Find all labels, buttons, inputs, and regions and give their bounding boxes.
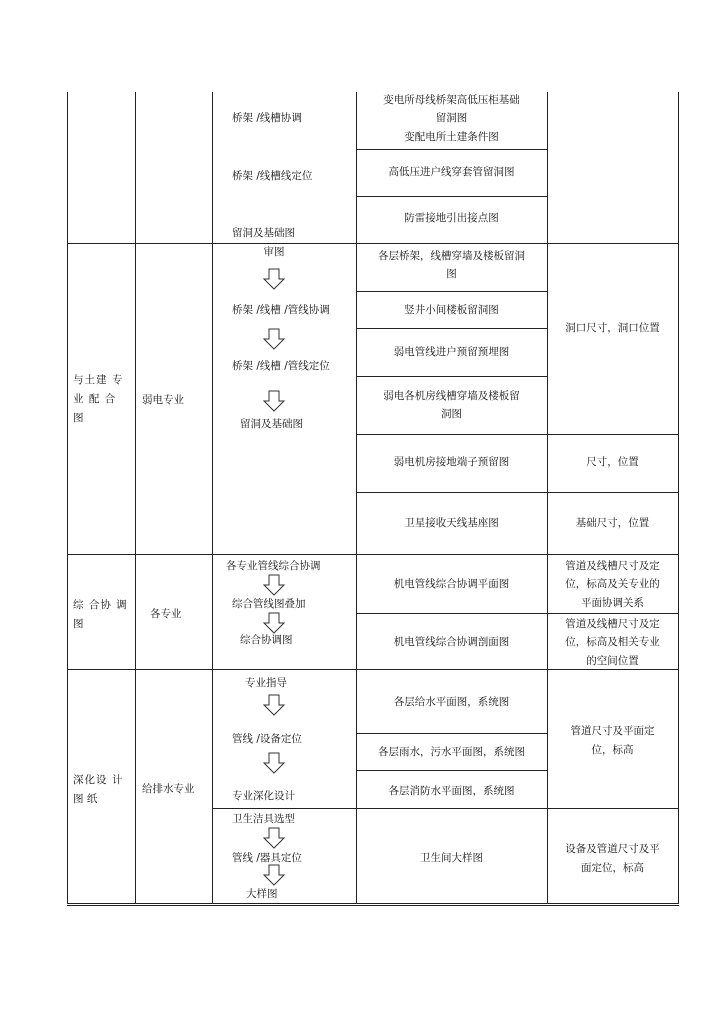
down-arrow-icon <box>262 612 286 634</box>
down-arrow-icon <box>262 268 286 290</box>
drawing-name: 机电管线综合协调剖面图 <box>393 636 510 648</box>
category-label: 与土建 专 <box>73 374 124 386</box>
flow-step: 卫生洁具选型 <box>232 813 295 825</box>
category-label: 深化设 计 <box>73 774 124 786</box>
category-label: 图 纸 <box>73 793 98 805</box>
drawing-name: 图 <box>446 268 457 280</box>
category-label: 业 配 合 <box>73 393 117 405</box>
drawing-name: 卫星接收天线基座图 <box>404 517 499 529</box>
drawing-name: 卫生间大样图 <box>420 852 483 864</box>
note-text: 管道及线槽尺寸及定 <box>565 560 660 572</box>
flow-step: 管线 /设备定位 <box>232 733 302 745</box>
note-text: 面定位，标高 <box>581 862 644 874</box>
flow-step: 各专业管线综合协调 <box>226 560 321 572</box>
drawing-name: 高低压进户线穿套管留洞图 <box>388 166 515 178</box>
drawing-name: 留洞图 <box>435 112 468 124</box>
drawing-name: 竖井小间楼板留洞图 <box>404 304 499 316</box>
flow-step: 大样图 <box>246 888 278 900</box>
note-text: 位，标高及相关专业 <box>565 636 660 648</box>
flow-step: 专业指导 <box>245 677 287 689</box>
drawing-name: 机电管线综合协调平面图 <box>393 578 510 590</box>
note-text: 基础尺寸，位置 <box>575 517 650 529</box>
note-text: 尺寸，位置 <box>586 456 639 468</box>
drawing-name: 弱电各机房线槽穿墙及楼板留 <box>383 390 520 402</box>
flow-step: 桥架 /线槽协调 <box>232 112 302 124</box>
drawing-name: 各层雨水，污水平面图，系统图 <box>378 746 525 758</box>
note-text: 位，标高及关专业的 <box>565 578 660 590</box>
note-text: 设备及管道尺寸及平 <box>565 843 660 855</box>
down-arrow-icon <box>262 390 286 412</box>
drawing-name: 变配电所土建条件图 <box>404 131 499 143</box>
specialty-label: 各专业 <box>150 608 182 620</box>
note-text: 位，标高 <box>591 744 634 756</box>
down-arrow-icon <box>262 864 286 886</box>
category-label: 图 <box>73 618 84 630</box>
drawing-name: 弱电机房接地端子预留图 <box>393 456 510 468</box>
flow-step: 桥架 /线槽 /管线协调 <box>232 304 330 316</box>
note-text: 管道尺寸及平面定 <box>570 725 655 737</box>
category-label: 综 合协 调 <box>73 599 128 611</box>
specialty-label: 给排水专业 <box>142 783 195 795</box>
flow-step: 管线 /器具定位 <box>232 852 302 864</box>
down-arrow-icon <box>262 694 286 716</box>
flow-step: 综合管线图叠加 <box>232 598 306 610</box>
drawing-name: 各层消防水平面图，系统图 <box>388 785 515 797</box>
flow-step: 留洞及基础图 <box>240 418 303 430</box>
note-text: 洞口尺寸，洞口位置 <box>565 322 660 334</box>
drawing-name: 洞图 <box>441 408 462 420</box>
flow-step: 桥架 /线槽线定位 <box>232 170 313 182</box>
drawing-name: 防雷接地引出接点图 <box>404 212 499 224</box>
flow-step: 留洞及基础图 <box>232 227 295 239</box>
flow-step: 桥架 /线槽 /管线定位 <box>232 360 330 372</box>
down-arrow-icon <box>262 752 286 774</box>
flow-step: 综合协调图 <box>240 634 293 646</box>
drawing-name: 各层桥架，线槽穿墙及楼板留洞 <box>378 250 525 262</box>
note-text: 管道及线槽尺寸及定 <box>565 618 660 630</box>
note-text: 的空间位置 <box>586 655 639 667</box>
flow-step: 审图 <box>263 246 285 258</box>
specialty-label: 弱电专业 <box>142 394 184 406</box>
down-arrow-icon <box>262 574 286 596</box>
drawing-name: 弱电管线进户预留预埋图 <box>393 346 510 358</box>
drawing-name: 变电所母线桥架高低压柜基础 <box>383 94 520 106</box>
category-label: 图 <box>73 412 84 424</box>
flow-step: 专业深化设计 <box>232 790 295 802</box>
down-arrow-icon <box>262 827 286 849</box>
note-text: 平面协调关系 <box>581 597 644 609</box>
down-arrow-icon <box>262 328 286 350</box>
drawing-name: 各层给水平面图，系统图 <box>393 696 510 708</box>
